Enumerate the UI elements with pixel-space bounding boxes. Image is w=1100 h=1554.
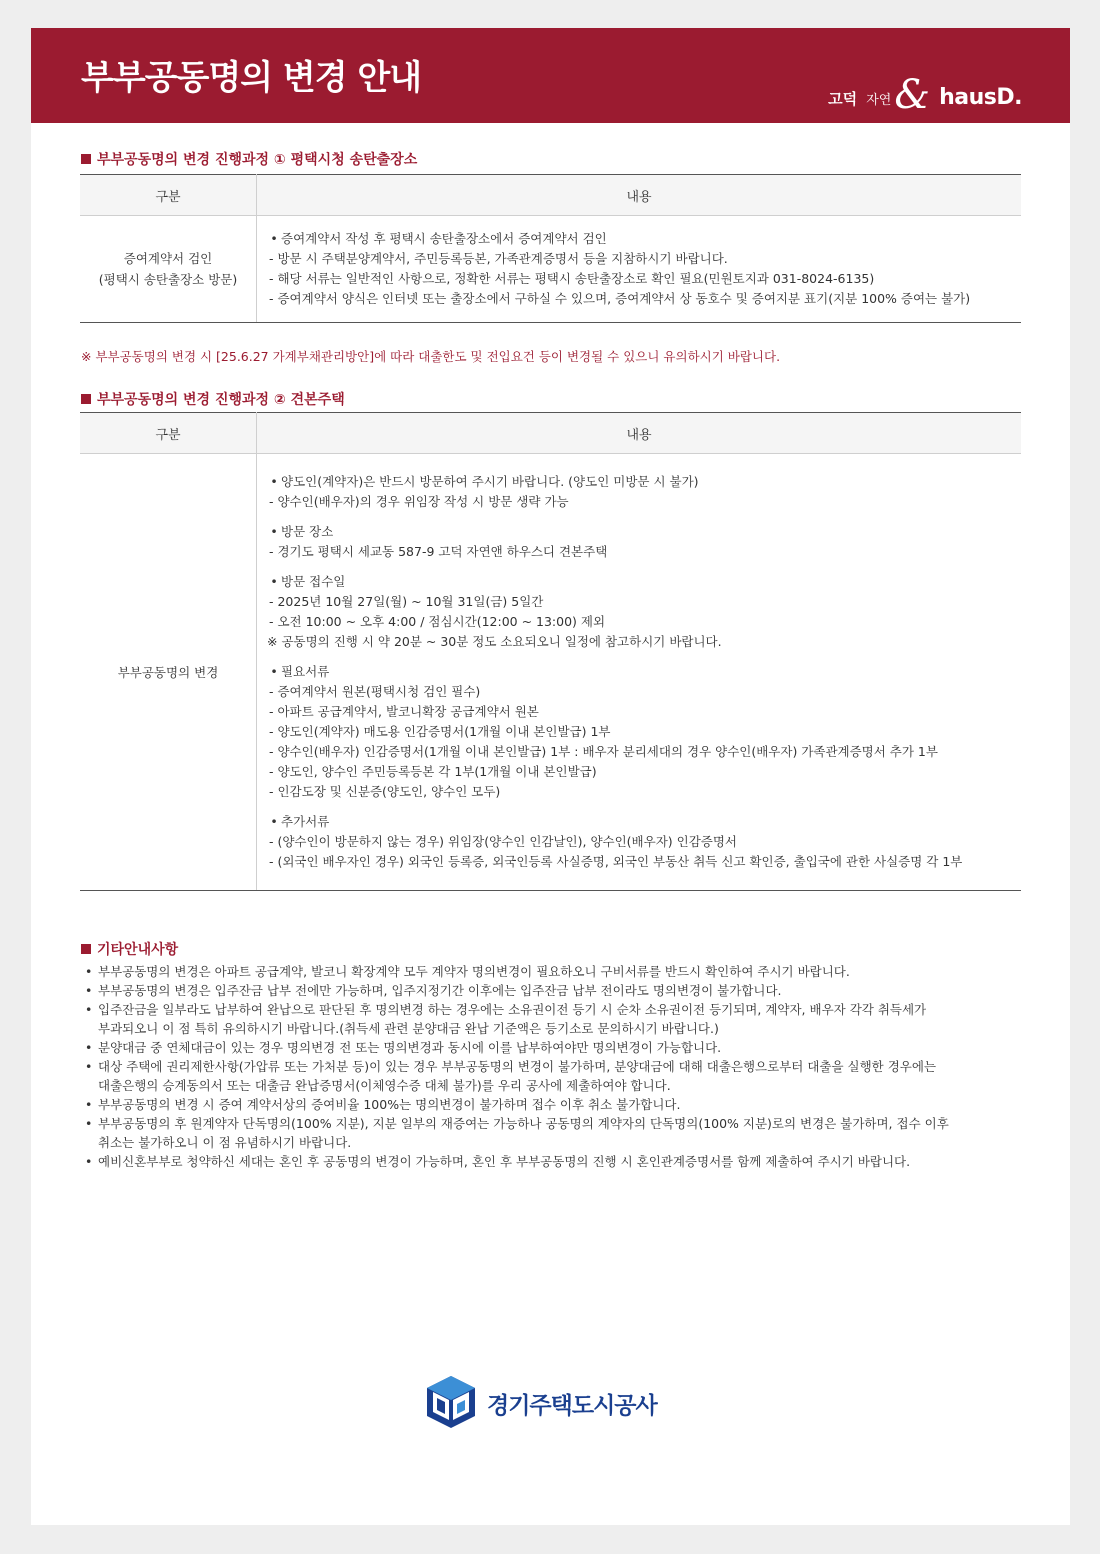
info-block-additional-docs: • 추가서류 - (양수인이 방문하지 않는 경우) 위임장(양수인 인감날인), 양수인(배우자) 인감증명서 - (외국인 배우자인 경우) 외국인 등록증, 외국인등록 사실증명, 외국인 부동산 취득 신고 확인증, 출입국에 관한 사실증명 각 1부 [267,812,1021,872]
logo-text-hausd: hausD. [939,85,1022,110]
etc-title: 기타안내사항 [81,939,178,959]
notice-sheet [31,28,1070,1525]
row-content [257,454,1022,891]
list-item: • 입주잔금을 일부라도 납부하여 완납으로 판단된 후 명의변경 하는 경우에는 소유권이전 등기 시 순차 소유권이전 등기되며, 계약자, 배우자 각각 취득세가 부과되오니 이 점 특히 유의하시기 바랍니다.(취득세 관련 분양대금 완납 기준액은 등기소로 문의하시기 바랍니다.) [81,1000,1041,1038]
list-item: • 부부공동명의 후 원계약자 단독명의(100% 지분), 지분 일부의 재증여는 가능하나 공동명의 계약자의 단독명의(100% 지분)로의 변경은 불가하며, 접수 이후 취소는 불가하오니 이 점 유념하시기 바랍니다. [81,1114,1041,1152]
list-item: • 대상 주택에 권리제한사항(가압류 또는 가처분 등)이 있는 경우 부부공동명의 변경이 불가하며, 분양대금에 대해 대출은행으로부터 대출을 실행한 경우에는 대출은행의 승계동의서 또는 대출금 완납증명서(이체영수증 대체 불가)를 우리 공사에 제출하여야 합니다. [81,1057,1041,1095]
info-block-visitor: • 양도인(계약자)은 반드시 방문하여 주시기 바랍니다. (양도인 미방문 시 불가) - 양수인(배우자)의 경우 위임장 작성 시 방문 생략 가능 [267,472,1021,512]
column-header-category: 구분 [80,413,257,454]
detail-line: - 해당 서류는 일반적인 사항으로, 정확한 서류는 평택시 송탄출장소로 확인 필요(민원토지과 031-8024-6135) [269,271,875,286]
info-block-date: • 방문 접수일 - 2025년 10월 27일(월) ~ 10월 31일(금) 5일간 - 오전 10:00 ~ 오후 4:00 / 점심시간(12:00 ~ 13:00) 제외 ※ 공동명의 진행 시 약 20분 ~ 30분 정도 소요되오니 일정에 참고하시기 바랍니다. [267,572,1021,652]
section1-table [80,174,1021,323]
info-block-location: • 방문 장소 - 경기도 평택시 세교동 587-9 고덕 자연앤 하우스디 견본주택 [267,522,1021,562]
table-row [80,216,1021,323]
logo-text-jayeon: 자연 [866,93,892,108]
row-label: 증여계약서 검인 (평택시 송탄출장소 방문) [80,216,257,323]
logo-text-godeok: 고덕 [828,90,858,108]
column-header-category: 구분 [80,175,257,216]
detail-line: - 방문 시 주택분양계약서, 주민등록등본, 가족관계증명서 등을 지참하시기 바랍니다. [269,251,728,266]
square-bullet-icon [81,394,91,404]
section2-table [80,412,1021,891]
list-item: • 예비신혼부부로 청약하신 세대는 혼인 후 공동명의 변경이 가능하며, 혼인 후 부부공동명의 진행 시 혼인관계증명서를 함께 제출하여 주시기 바랍니다. [81,1152,1041,1171]
hausd-logo [828,68,1022,118]
row-label: 부부공동명의 변경 [80,454,257,891]
org-name: 경기주택도시공사 [487,1393,657,1419]
info-block-required-docs: • 필요서류 - 증여계약서 원본(평택시청 검인 필수) - 아파트 공급계약서, 발코니확장 공급계약서 원본 - 양도인(계약자) 매도용 인감증명서(1개월 이내 본인발급) 1부 - 양수인(배우자) 인감증명서(1개월 이내 본인발급) 1부 : 배우자 분리세대의 경우 양수인(배우자) 가족관계증명서 추가 1부 - 양도인, 양수인 주민등록등본 각 1부(1개월 이내 본인발급) - 인감도장 및 신분증(양도인, 양수인 모두) [267,662,1021,802]
gh-logo [423,1374,657,1430]
column-header-content: 내용 [257,175,1022,216]
list-item: • 분양대금 중 연체대금이 있는 경우 명의변경 전 또는 명의변경과 동시에 이를 납부하여야만 명의변경이 가능합니다. [81,1038,1041,1057]
list-item: • 부부공동명의 변경은 입주잔금 납부 전에만 가능하며, 입주지정기간 이후에는 입주잔금 납부 전이라도 명의변경이 불가합니다. [81,981,1041,1000]
table-header-row [80,413,1021,454]
detail-line: - 증여계약서 양식은 인터넷 또는 출장소에서 구하실 수 있으며, 증여계약서 상 동호수 및 증여지분 표기(지분 100% 증여는 불가) [269,291,971,306]
bullet-line: • 증여계약서 작성 후 평택시 송탄출장소에서 증여계약서 검인 [267,229,1021,249]
table-header-row [80,175,1021,216]
list-item: • 부부공동명의 변경 시 증여 계약서상의 증여비율 100%는 명의변경이 불가하며 접수 이후 취소 불가합니다. [81,1095,1041,1114]
column-header-content: 내용 [257,413,1022,454]
table-row [80,454,1021,891]
row-content [257,216,1022,323]
section1-title: 부부공동명의 변경 진행과정 ① 평택시청 송탄출장소 [81,149,417,169]
logo-ampersand: & [894,72,931,118]
square-bullet-icon [81,154,91,164]
gh-emblem-icon [423,1374,479,1430]
list-item: • 부부공동명의 변경은 아파트 공급계약, 발코니 확장계약 모두 계약자 명의변경이 필요하오니 구비서류를 반드시 확인하여 주시기 바랍니다. [81,962,1041,981]
etc-list [81,962,1041,1171]
loan-policy-note: ※ 부부공동명의 변경 시 [25.6.27 가계부채관리방안]에 따라 대출한도 및 전입요건 등이 변경될 수 있으니 유의하시기 바랍니다. [81,349,781,364]
section2-title: 부부공동명의 변경 진행과정 ② 견본주택 [81,389,345,409]
square-bullet-icon [81,944,91,954]
page-title: 부부공동명의 변경 안내 [81,58,422,98]
header-banner [31,28,1070,123]
